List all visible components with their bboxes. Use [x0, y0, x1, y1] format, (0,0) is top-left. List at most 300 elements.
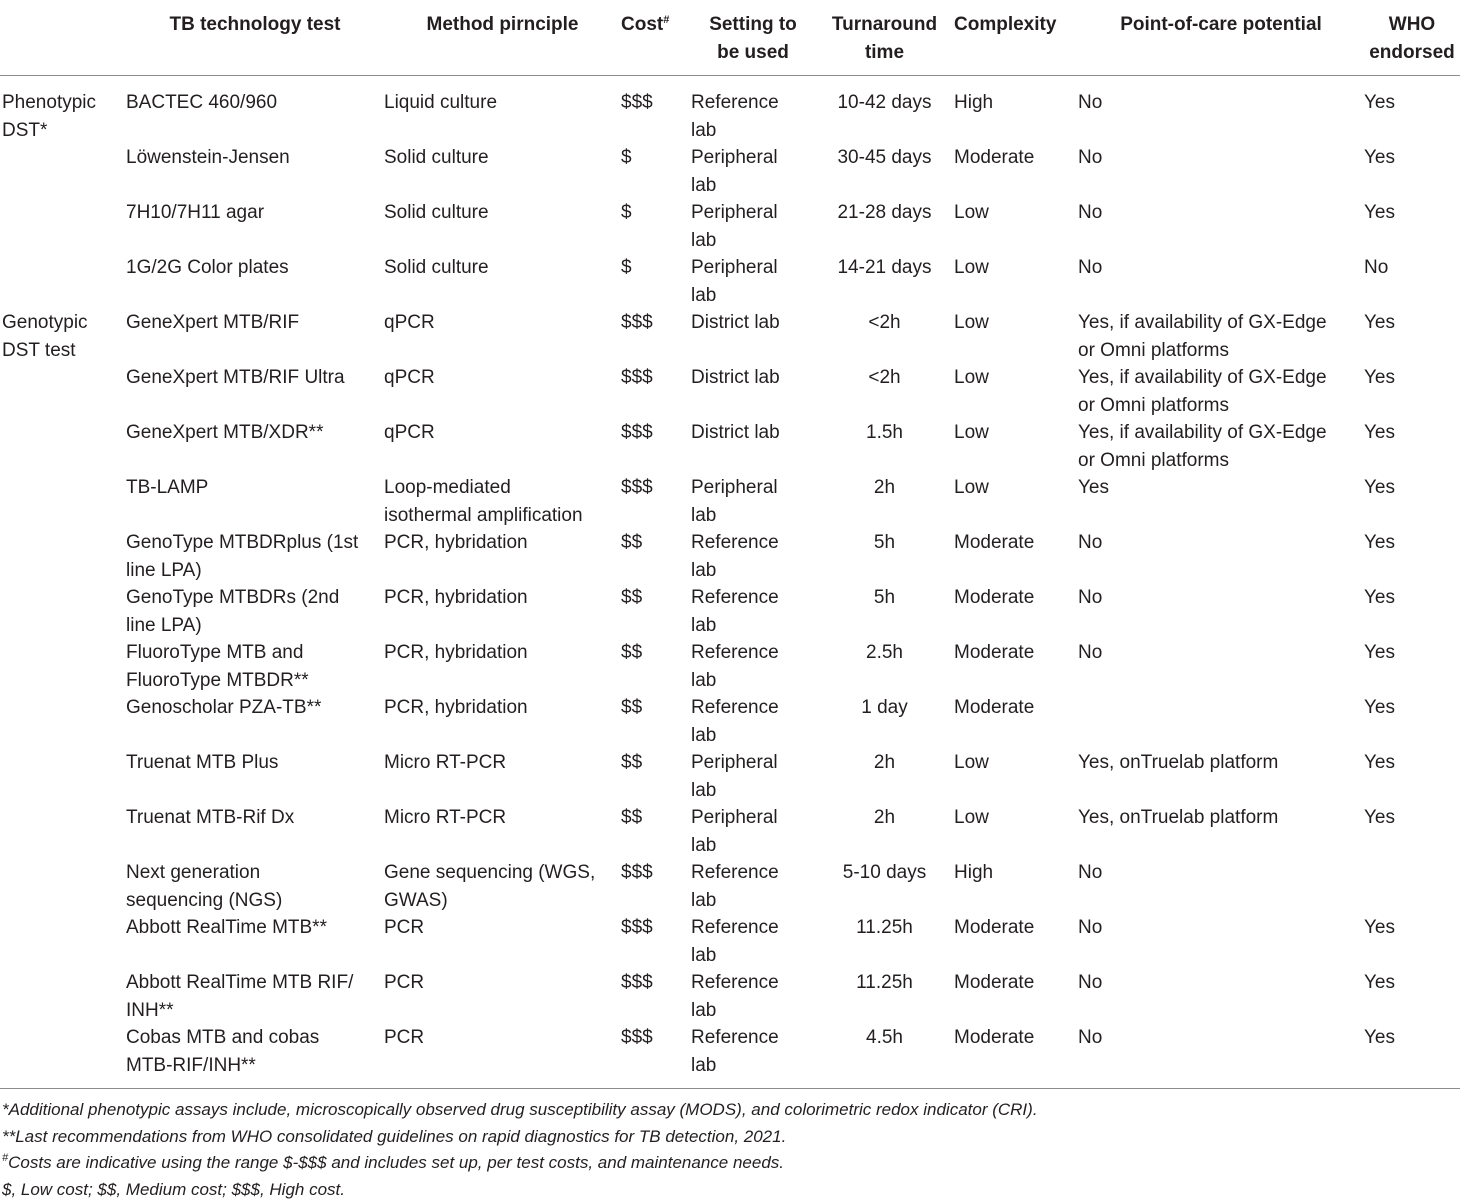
cell-who-line: Yes [1364, 972, 1395, 993]
cell-complexity-line: Low [954, 367, 989, 388]
cell-cost [621, 199, 691, 254]
cell-turnaround-line: 2h [874, 807, 895, 828]
cell-cost [621, 584, 691, 639]
cell-complexity [954, 364, 1078, 419]
cell-setting [691, 474, 815, 529]
header-who: WHO endorsed [1364, 0, 1460, 76]
cell-test-line: MTB-RIF/INH** [126, 1055, 256, 1076]
cell-complexity [954, 969, 1078, 1024]
cell-complexity-line: Low [954, 477, 989, 498]
cell-test-line: line LPA) [126, 615, 202, 636]
cell-method-line: Micro RT-PCR [384, 807, 506, 828]
cell-test [126, 639, 384, 694]
cell-setting-line: Peripheral [691, 202, 778, 223]
cell-cost [621, 254, 691, 309]
cell-test-line: GeneXpert MTB/XDR** [126, 422, 323, 443]
cell-cost-line: $$$ [621, 312, 653, 333]
cell-cost [621, 474, 691, 529]
table-row [0, 199, 1460, 254]
cell-turnaround [815, 76, 954, 145]
table-bottom-rule [0, 1088, 1460, 1089]
cell-setting [691, 749, 815, 804]
cell-poc-line: Yes, if availability of GX-Edge [1078, 422, 1327, 443]
cell-test-line: 7H10/7H11 agar [126, 202, 264, 223]
cell-complexity [954, 1024, 1078, 1079]
cell-method [384, 474, 621, 529]
cell-who [1364, 529, 1460, 584]
cell-complexity [954, 749, 1078, 804]
cell-method [384, 584, 621, 639]
cell-who-line: Yes [1364, 697, 1395, 718]
header-setting: Setting to be used [691, 0, 815, 76]
cell-turnaround [815, 309, 954, 364]
cell-poc-line: or Omni platforms [1078, 340, 1229, 361]
cell-turnaround [815, 1024, 954, 1079]
cell-turnaround-line: 2h [874, 752, 895, 773]
cell-setting-line: lab [691, 175, 716, 196]
cell-complexity-line: High [954, 92, 993, 113]
cell-group [0, 144, 126, 199]
cell-poc-line: No [1078, 532, 1102, 553]
cell-poc [1078, 474, 1364, 529]
cell-who-line: Yes [1364, 642, 1395, 663]
cell-setting-line: lab [691, 615, 716, 636]
cell-complexity [954, 584, 1078, 639]
cell-who [1364, 474, 1460, 529]
cell-who-line: Yes [1364, 477, 1395, 498]
cell-group [0, 474, 126, 529]
cell-method-line: PCR [384, 972, 424, 993]
cell-method [384, 364, 621, 419]
cell-group-line: DST* [2, 120, 47, 141]
cell-setting-line: Reference [691, 697, 779, 718]
table-row [0, 694, 1460, 749]
cell-poc [1078, 364, 1364, 419]
table-row [0, 914, 1460, 969]
cell-turnaround [815, 529, 954, 584]
cell-poc [1078, 199, 1364, 254]
cell-complexity-line: Low [954, 257, 989, 278]
cell-who [1364, 199, 1460, 254]
cell-setting-line: lab [691, 945, 716, 966]
cell-test [126, 309, 384, 364]
cell-poc-line: No [1078, 257, 1102, 278]
cell-cost-line: $$$ [621, 862, 653, 883]
cell-test [126, 804, 384, 859]
table-header-row [0, 0, 1460, 76]
cell-method [384, 309, 621, 364]
cell-cost [621, 309, 691, 364]
table-row [0, 859, 1460, 914]
cell-test-line: FluoroType MTB and [126, 642, 303, 663]
cell-complexity [954, 804, 1078, 859]
cell-complexity [954, 529, 1078, 584]
cell-test-line: Next generation [126, 862, 260, 883]
cell-complexity-line: Low [954, 312, 989, 333]
cell-poc-line: No [1078, 972, 1102, 993]
cell-poc-line: or Omni platforms [1078, 395, 1229, 416]
cell-setting [691, 254, 815, 309]
cell-method-line: GWAS) [384, 890, 448, 911]
cell-who-line: Yes [1364, 1027, 1395, 1048]
cell-test [126, 969, 384, 1024]
table-row [0, 639, 1460, 694]
cell-cost-line: $$$ [621, 92, 653, 113]
cell-test [126, 199, 384, 254]
cell-cost [621, 749, 691, 804]
cell-complexity [954, 309, 1078, 364]
cell-poc-line: No [1078, 202, 1102, 223]
cell-test-line: line LPA) [126, 560, 202, 581]
footnote-phenotypic: *Additional phenotypic assays include, microscopically observed drug susceptibility assay (MODS), and colorimetric redox indicator (CRI). [2, 1097, 1038, 1124]
cell-poc-line: Yes [1078, 477, 1109, 498]
cell-method-line: Gene sequencing (WGS, [384, 862, 595, 883]
cell-method [384, 144, 621, 199]
cell-test-line: 1G/2G Color plates [126, 257, 289, 278]
cell-setting-line: Reference [691, 972, 779, 993]
cell-setting-line: Reference [691, 587, 779, 608]
cell-cost-line: $$$ [621, 917, 653, 938]
cell-cost [621, 419, 691, 474]
cell-setting-line: lab [691, 505, 716, 526]
cell-turnaround-line: 21-28 days [837, 202, 931, 223]
cell-turnaround [815, 859, 954, 914]
cell-who-line: Yes [1364, 807, 1395, 828]
cell-setting-line: Peripheral [691, 147, 778, 168]
cell-cost-line: $$ [621, 642, 642, 663]
cell-cost-line: $$$ [621, 367, 653, 388]
cell-poc [1078, 254, 1364, 309]
cell-method [384, 419, 621, 474]
cell-turnaround [815, 144, 954, 199]
cell-who [1364, 584, 1460, 639]
cell-cost-line: $ [621, 257, 632, 278]
cell-turnaround [815, 419, 954, 474]
cell-test [126, 364, 384, 419]
cell-setting-line: Reference [691, 917, 779, 938]
cell-turnaround [815, 804, 954, 859]
cell-turnaround-line: 4.5h [866, 1027, 903, 1048]
header-poc: Point-of-care potential [1078, 0, 1364, 76]
cell-method-line: Solid culture [384, 257, 489, 278]
cell-test-line: INH** [126, 1000, 174, 1021]
cell-method [384, 76, 621, 145]
cell-method [384, 969, 621, 1024]
cell-complexity-line: High [954, 862, 993, 883]
cell-method-line: PCR [384, 917, 424, 938]
cell-method-line: Liquid culture [384, 92, 497, 113]
cell-test [126, 749, 384, 804]
cell-turnaround [815, 749, 954, 804]
cell-method [384, 749, 621, 804]
cell-test-line: GeneXpert MTB/RIF Ultra [126, 367, 345, 388]
cell-poc [1078, 1024, 1364, 1079]
cell-method-line: qPCR [384, 312, 435, 333]
cell-test [126, 529, 384, 584]
cell-turnaround [815, 639, 954, 694]
cell-turnaround-line: 10-42 days [837, 92, 931, 113]
cell-setting [691, 969, 815, 1024]
cell-complexity-line: Moderate [954, 697, 1034, 718]
cell-method-line: Solid culture [384, 147, 489, 168]
cell-setting [691, 584, 815, 639]
cell-poc [1078, 419, 1364, 474]
cell-poc-line: No [1078, 862, 1102, 883]
cell-setting-line: District lab [691, 422, 780, 443]
cell-method-line: isothermal amplification [384, 505, 583, 526]
cell-poc [1078, 529, 1364, 584]
table-row [0, 1024, 1460, 1079]
cell-who [1364, 419, 1460, 474]
cell-method-line: PCR, hybridation [384, 587, 528, 608]
cell-method-line: Solid culture [384, 202, 489, 223]
cell-who-line: Yes [1364, 917, 1395, 938]
cell-who-line: Yes [1364, 367, 1395, 388]
cell-poc [1078, 694, 1364, 749]
cell-complexity-line: Moderate [954, 642, 1034, 663]
cell-test [126, 584, 384, 639]
cell-complexity [954, 199, 1078, 254]
cell-method [384, 1024, 621, 1079]
header-test: TB technology test [126, 0, 384, 76]
cell-poc-line: Yes, if availability of GX-Edge [1078, 312, 1327, 333]
cell-method [384, 199, 621, 254]
cell-setting [691, 529, 815, 584]
cell-poc-line: No [1078, 1027, 1102, 1048]
cell-turnaround-line: 5-10 days [843, 862, 926, 883]
cell-test [126, 144, 384, 199]
cell-cost [621, 859, 691, 914]
cell-setting-line: lab [691, 725, 716, 746]
cell-test [126, 1024, 384, 1079]
cell-test-line: Abbott RealTime MTB RIF/ [126, 972, 353, 993]
cell-who-line: Yes [1364, 752, 1395, 773]
cell-test [126, 419, 384, 474]
cell-group [0, 419, 126, 474]
cell-cost [621, 364, 691, 419]
cell-complexity-line: Moderate [954, 1027, 1034, 1048]
cell-turnaround-line: <2h [868, 367, 900, 388]
cell-turnaround-line: 11.25h [856, 917, 913, 938]
cell-setting-line: Peripheral [691, 477, 778, 498]
cell-poc-line: No [1078, 147, 1102, 168]
cell-cost-line: $$ [621, 697, 642, 718]
cell-turnaround-line: 2h [874, 477, 895, 498]
cell-cost-line: $$$ [621, 477, 653, 498]
cell-group-line: DST test [2, 340, 76, 361]
cell-setting-line: Reference [691, 92, 779, 113]
cell-test-line: BACTEC 460/960 [126, 92, 277, 113]
cell-test-line: TB-LAMP [126, 477, 208, 498]
cell-turnaround-line: 2.5h [866, 642, 903, 663]
cell-who-line: Yes [1364, 92, 1395, 113]
header-turnaround: Turnaround time [815, 0, 954, 76]
cell-turnaround-line: 1.5h [866, 422, 903, 443]
cell-test-line: Genoscholar PZA-TB** [126, 697, 321, 718]
cell-test-line: Truenat MTB-Rif Dx [126, 807, 294, 828]
cell-poc-line: No [1078, 642, 1102, 663]
table-row [0, 584, 1460, 639]
cell-group [0, 254, 126, 309]
cell-setting-line: lab [691, 835, 716, 856]
cell-cost [621, 804, 691, 859]
footnote-who-guidelines: **Last recommendations from WHO consolidated guidelines on rapid diagnostics for TB detection, 2021. [2, 1124, 1038, 1151]
cell-who [1364, 309, 1460, 364]
cell-group [0, 639, 126, 694]
table-row [0, 254, 1460, 309]
table-row [0, 969, 1460, 1024]
cell-method-line: PCR, hybridation [384, 642, 528, 663]
cell-setting-line: lab [691, 285, 716, 306]
cell-setting-line: Reference [691, 532, 779, 553]
cell-cost-line: $$$ [621, 1027, 653, 1048]
cell-test [126, 694, 384, 749]
header-complexity: Complexity [954, 0, 1078, 76]
cell-poc-line: or Omni platforms [1078, 450, 1229, 471]
cell-complexity-line: Low [954, 807, 989, 828]
cell-cost-line: $$ [621, 807, 642, 828]
cell-test [126, 254, 384, 309]
cell-complexity [954, 639, 1078, 694]
table-row [0, 309, 1460, 364]
cell-test [126, 914, 384, 969]
cell-setting-line: lab [691, 560, 716, 581]
cell-setting-line: lab [691, 670, 716, 691]
cell-who [1364, 639, 1460, 694]
cell-who [1364, 254, 1460, 309]
cell-method [384, 859, 621, 914]
table-row [0, 364, 1460, 419]
cell-cost [621, 76, 691, 145]
cell-poc [1078, 969, 1364, 1024]
cell-poc-line: Yes, onTruelab platform [1078, 807, 1278, 828]
cell-setting-line: Peripheral [691, 752, 778, 773]
cell-group [0, 749, 126, 804]
cell-cost [621, 694, 691, 749]
footnote-cost: #Costs are indicative using the range $-$$$ and includes set up, per test costs, and maintenance needs. [2, 1150, 1038, 1177]
cell-group [0, 694, 126, 749]
cell-turnaround-line: 1 day [861, 697, 907, 718]
cell-complexity [954, 254, 1078, 309]
cell-cost [621, 144, 691, 199]
cell-who [1364, 76, 1460, 145]
cell-complexity [954, 144, 1078, 199]
table-row [0, 144, 1460, 199]
cell-complexity-line: Moderate [954, 587, 1034, 608]
cell-test-line: FluoroType MTBDR** [126, 670, 309, 691]
cell-turnaround [815, 914, 954, 969]
cell-group [0, 804, 126, 859]
cell-poc-line: No [1078, 917, 1102, 938]
cell-cost-line: $$ [621, 587, 642, 608]
cell-method-line: qPCR [384, 367, 435, 388]
cell-cost [621, 1024, 691, 1079]
table-row [0, 529, 1460, 584]
cell-setting-line: Peripheral [691, 807, 778, 828]
cell-complexity [954, 76, 1078, 145]
cell-who-line: Yes [1364, 312, 1395, 333]
cell-turnaround [815, 199, 954, 254]
cell-who-line: Yes [1364, 147, 1395, 168]
cell-method [384, 529, 621, 584]
cell-method-line: Micro RT-PCR [384, 752, 506, 773]
cell-test-line: Abbott RealTime MTB** [126, 917, 327, 938]
cell-complexity-line: Moderate [954, 147, 1034, 168]
table-body [0, 76, 1460, 1080]
cell-group [0, 364, 126, 419]
cell-setting [691, 639, 815, 694]
cell-complexity [954, 694, 1078, 749]
cell-who [1364, 804, 1460, 859]
cell-poc [1078, 859, 1364, 914]
cell-turnaround-line: 14-21 days [837, 257, 931, 278]
cell-cost-line: $$$ [621, 972, 653, 993]
cell-turnaround [815, 969, 954, 1024]
cell-test-line: GeneXpert MTB/RIF [126, 312, 299, 333]
cell-who [1364, 364, 1460, 419]
cell-who [1364, 694, 1460, 749]
cell-cost [621, 529, 691, 584]
cell-who-line: Yes [1364, 532, 1395, 553]
cell-cost-line: $$ [621, 752, 642, 773]
cell-setting-line: District lab [691, 312, 780, 333]
cell-setting-line: lab [691, 1000, 716, 1021]
cell-setting-line: lab [691, 120, 716, 141]
cell-group-line: Phenotypic [2, 92, 96, 113]
cell-complexity-line: Moderate [954, 532, 1034, 553]
cell-group-line: Genotypic [2, 312, 88, 333]
cell-setting [691, 144, 815, 199]
table-row [0, 749, 1460, 804]
table-row [0, 76, 1460, 145]
table-row [0, 474, 1460, 529]
cell-method-line: PCR [384, 1027, 424, 1048]
cell-complexity [954, 859, 1078, 914]
cell-poc [1078, 639, 1364, 694]
cell-method [384, 804, 621, 859]
footnote-cost-legend: $, Low cost; $$, Medium cost; $$$, High cost. [2, 1177, 1038, 1203]
cell-poc [1078, 144, 1364, 199]
cell-test-line: GenoType MTBDRs (2nd [126, 587, 339, 608]
cell-test-line: Truenat MTB Plus [126, 752, 278, 773]
cell-setting [691, 199, 815, 254]
cell-poc [1078, 309, 1364, 364]
cell-complexity [954, 474, 1078, 529]
cell-poc-line: Yes, onTruelab platform [1078, 752, 1278, 773]
cell-group [0, 969, 126, 1024]
cell-method-line: qPCR [384, 422, 435, 443]
cell-turnaround [815, 364, 954, 419]
cell-who-line: Yes [1364, 587, 1395, 608]
cell-setting-line: Reference [691, 1027, 779, 1048]
cell-setting-line: District lab [691, 367, 780, 388]
cell-method [384, 694, 621, 749]
cell-turnaround-line: 5h [874, 587, 895, 608]
cell-setting-line: Reference [691, 642, 779, 663]
cell-setting [691, 804, 815, 859]
cell-setting [691, 419, 815, 474]
cell-who-line: No [1364, 257, 1388, 278]
cell-who [1364, 969, 1460, 1024]
header-cost: Cost# [621, 0, 691, 76]
cell-method [384, 254, 621, 309]
cell-poc [1078, 914, 1364, 969]
cell-test-line: sequencing (NGS) [126, 890, 282, 911]
cell-turnaround-line: 11.25h [856, 972, 913, 993]
cell-method-line: PCR, hybridation [384, 532, 528, 553]
cell-test-line: Cobas MTB and cobas [126, 1027, 319, 1048]
table-row [0, 804, 1460, 859]
